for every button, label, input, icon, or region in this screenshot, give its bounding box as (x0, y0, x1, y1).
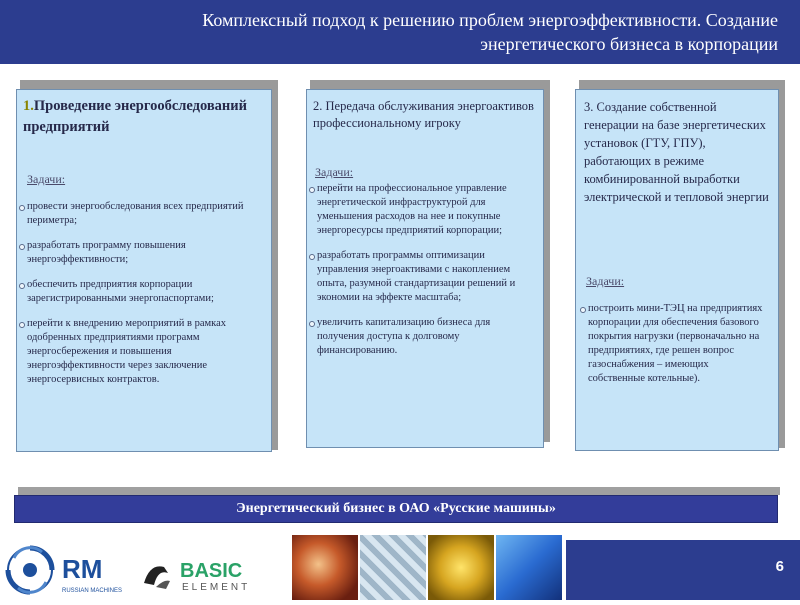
blueprint-image (496, 535, 562, 600)
card-2-task-list (313, 182, 535, 369)
footer-bar (566, 540, 800, 600)
card-1-number: 1. (23, 98, 34, 114)
basic-logo-subtext: ELEMENT (182, 582, 251, 593)
card-1-title: Проведение энергообследований предприятий (23, 98, 247, 135)
card-own-generation (575, 89, 779, 451)
card-1-heading (23, 96, 263, 138)
card-1-task-item: обеспечить предприятия корпорации зарегистрированными энергопаспортами; (23, 278, 263, 306)
card-2-task-item: перейти на профессиональное управление энергетической инфраструктурой для уменьшения расходов на нее и покупные энергоресурсы предприятий корпорации; (313, 182, 535, 238)
turbine-image (292, 535, 358, 600)
card-1-tasks-label: Задачи: (27, 172, 66, 186)
card-energy-audit (16, 89, 272, 452)
card-3-task-list (584, 302, 768, 397)
card-3-task-item: построить мини-ТЭЦ на предприятиях корпорации для обеспечения базового покрытия нагрузки (первоначально на предприятиях, где решен вопрос газоснабжения – имеющих собственные котельные). (584, 302, 768, 386)
basic-element-logo-graphic (142, 555, 286, 595)
card-1-task-item: разработать программу повышения энергоэффективности; (23, 239, 263, 267)
card-2-tasks-label: Задачи: (315, 165, 354, 179)
card-2-title: 2. Передача обслуживания энергоактивов профессиональному игроку (313, 99, 534, 130)
card-2-task-item: разработать программы оптимизации управления энергоактивами с накоплением опыта, разумной стандартизации решений и экономии на эффекте масштаба; (313, 249, 535, 305)
header-bar (0, 0, 800, 64)
russian-machines-logo (0, 540, 130, 600)
gears-image (360, 535, 426, 600)
basic-element-logo (142, 555, 286, 595)
card-3-title: 3. Создание собственной генерации на базе энергетических установок (ГТУ, ГПУ), работающих в режиме комбинированной выработки электрической и тепловой энергии (584, 100, 769, 204)
card-outsourcing (306, 89, 544, 448)
card-2-task-item: увеличить капитализацию бизнеса для получения доступа к долговому финансированию. (313, 316, 535, 358)
card-1-task-item: перейти к внедрению мероприятий в рамках одобренных предприятиями программ энергосбережения и повышения энергоэффективности через заключение энергосервисных контрактов. (23, 317, 263, 387)
banner-shadow (18, 487, 780, 495)
page-number: 6 (775, 558, 784, 575)
slide-title: Комплексный подход к решению проблем энергоэффективности. Создание энергетического бизнеса в корпорации (202, 10, 778, 54)
card-3-tasks-label: Задачи: (586, 274, 625, 288)
energy-business-banner: Энергетический бизнес в ОАО «Русские машины» (14, 495, 778, 523)
rm-logo-graphic (0, 540, 130, 600)
rm-logo-subtext: RUSSIAN MACHINES (62, 588, 123, 594)
rm-logo-text: RM (62, 554, 103, 584)
card-1-task-list (23, 200, 263, 398)
card-1-task-item: провести энергообследования всех предприятий периметра; (23, 200, 263, 228)
golden-gears-image (428, 535, 494, 600)
photo-strip (292, 535, 564, 600)
basic-logo-text: BASIC (180, 560, 243, 582)
